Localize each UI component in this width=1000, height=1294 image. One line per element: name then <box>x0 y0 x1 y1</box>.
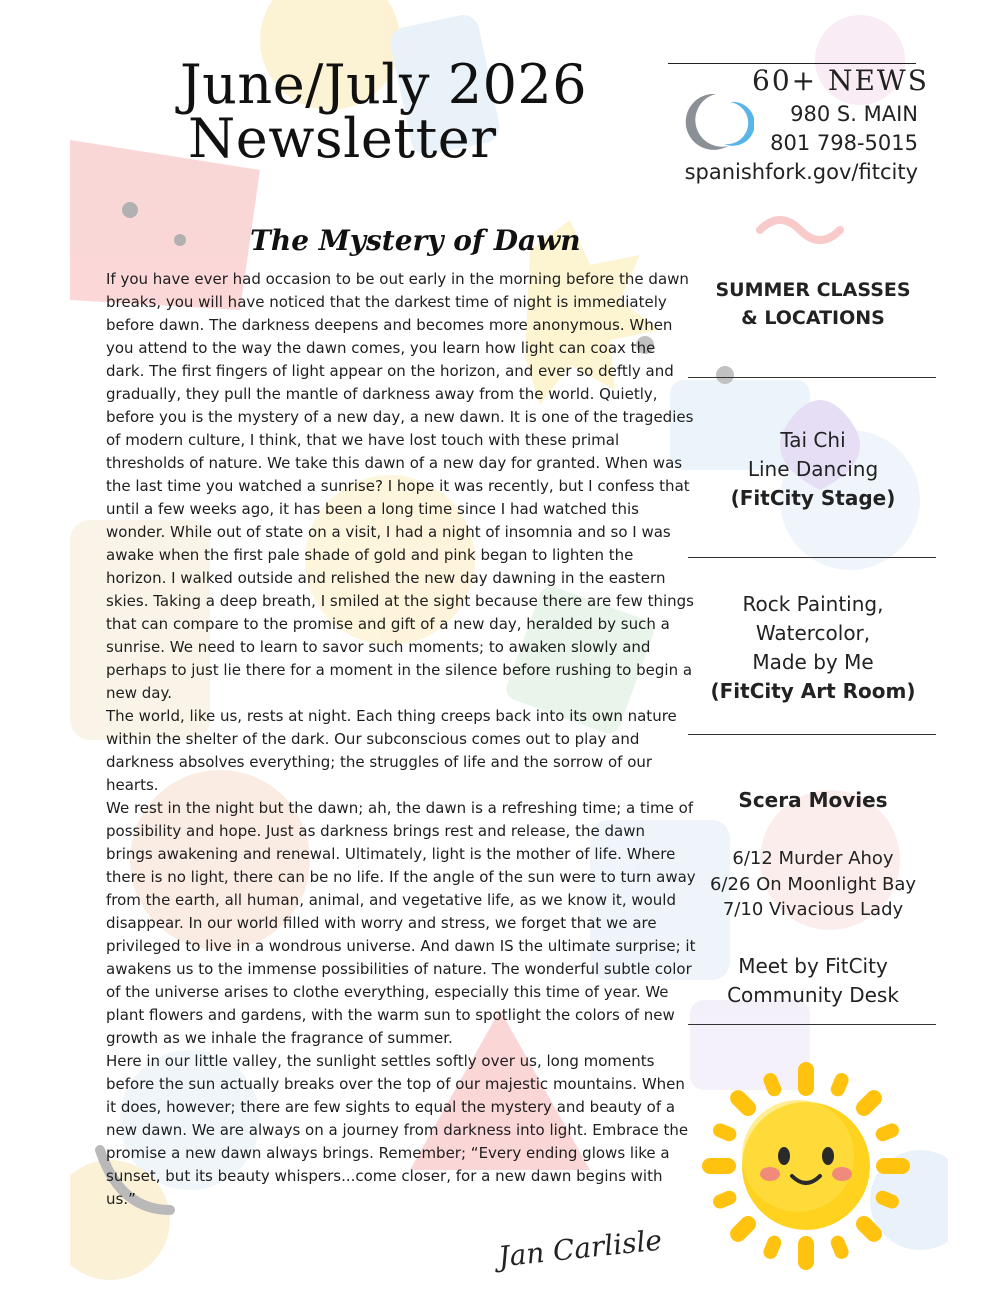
class-name: Tai Chi <box>780 428 846 452</box>
news-label: 60+ NEWS <box>752 64 929 97</box>
class-location: (FitCity Art Room) <box>710 679 916 703</box>
movie-item: 6/12 Murder Ahoy <box>732 848 894 869</box>
sidebar-heading-line-2: & LOCATIONS <box>741 307 885 329</box>
title-line-2: Newsletter <box>188 107 497 170</box>
class-name: Made by Me <box>752 650 874 674</box>
address: 980 S. MAIN <box>790 102 918 126</box>
article-body <box>106 268 696 1211</box>
article-paragraph: If you have ever had occasion to be out early in the morning before the dawn breaks, you will have noticed that the darkest time of night is immediately before dawn. The darkness deepens and becomes more anonymous. When you attend to the way the dawn comes, you learn how light can coax the dark. The first fingers of light appear on the horizon, and ever so deftly and gradually, they pull the mantle of darkness away from the world. Quietly, before you is the mystery of a new day, a new dawn. It is one of the tragedies of modern culture, I think, that we have lost touch with these primal thresholds of nature. We take this dawn of a new day for granted. When was the last time you watched a sunrise? I hope it was recently, but I confess that until a few weeks ago, it has been a long time since I had watched this wonder. While out of state on a visit, I had a night of insomnia and so I was awake when the first pale shade of gold and pink began to lighten the horizon. I walked outside and relished the new day dawning in the eastern skies. Taking a deep breath, I smiled at the sight because there are few things that can compare to the promise and gift of a new day, heralded by such a sunrise. We need to learn to savor such moments; to awaken slowly and perhaps to just lie there for a moment in the silence before rushing to begin a new day. <box>106 270 694 702</box>
sidebar-divider <box>688 1024 936 1025</box>
article-paragraph: The world, like us, rests at night. Each thing creeps back into its own nature within the shelter of the dark. Our subconscious comes out to play and darkness absolves everything; the struggles of life and the sorrow of our hearts. <box>106 707 677 794</box>
sidebar-heading-line-1: SUMMER CLASSES <box>715 279 911 301</box>
meeting-line-2: Community Desk <box>727 983 899 1007</box>
movie-list <box>690 846 936 923</box>
smiling-sun-icon <box>700 1060 912 1272</box>
sidebar-divider <box>688 734 936 735</box>
contact-info <box>685 100 918 187</box>
class-block-stage <box>690 426 936 513</box>
movies-heading: Scera Movies <box>738 788 888 812</box>
website-link[interactable]: spanishfork.gov/fitcity <box>684 160 918 184</box>
class-name: Line Dancing <box>747 457 879 481</box>
article-title: The Mystery of Dawn <box>250 224 581 257</box>
sidebar-divider <box>688 377 936 378</box>
class-name: Rock Painting, <box>742 592 884 616</box>
class-location: (FitCity Stage) <box>730 486 896 510</box>
movie-item: 7/10 Vivacious Lady <box>722 899 904 920</box>
class-block-art-room <box>690 590 936 706</box>
newsletter-title <box>180 53 650 170</box>
movie-item: 6/26 On Moonlight Bay <box>709 873 917 895</box>
article-paragraph: We rest in the night but the dawn; ah, the dawn is a refreshing time; a time of possibility and hope. Just as darkness brings rest and release, the dawn brings awakening and renewal. Ultimately, light is the mother of life. Where there is no light, there can be no life. If the angle of the sun were to turn away from the earth, all human, animal, and vegetative life, as we know it, would disappear. In our world filled with worry and stress, we forget that we are privileged to live in a wondrous universe. And dawn IS the ultimate surprise; it awakens us to the immense possibilities of nature. The wonderful subtle color of the universe arises to clothe everything, especially this time of year. We plant flowers and gardens, with the warm sun to spotlight the colors of new growth as we inhale the fragrance of summer. <box>106 799 696 1047</box>
article-paragraph: Here in our little valley, the sunlight settles softly over us, long moments before the sun actually breaks over the top of our majestic mountains. When it does, however; there are few sights to equal the mystery and beauty of a new dawn. We are always on a journey from darkness into light. Embrace the promise a new dawn always brings. Remember; “Every ending glows like a sunset, but its beauty whispers...come closer, for a new dawn begins with us.” <box>106 1052 689 1208</box>
meeting-line-1: Meet by FitCity <box>738 954 888 978</box>
meeting-point <box>690 952 936 1010</box>
sidebar-divider <box>688 557 936 558</box>
title-line-1: June/July 2026 <box>180 53 588 116</box>
phone: 801 798-5015 <box>770 131 918 155</box>
sidebar-heading <box>690 276 936 332</box>
signature: Jan Carlisle <box>496 1223 664 1274</box>
class-name: Watercolor, <box>755 621 871 645</box>
